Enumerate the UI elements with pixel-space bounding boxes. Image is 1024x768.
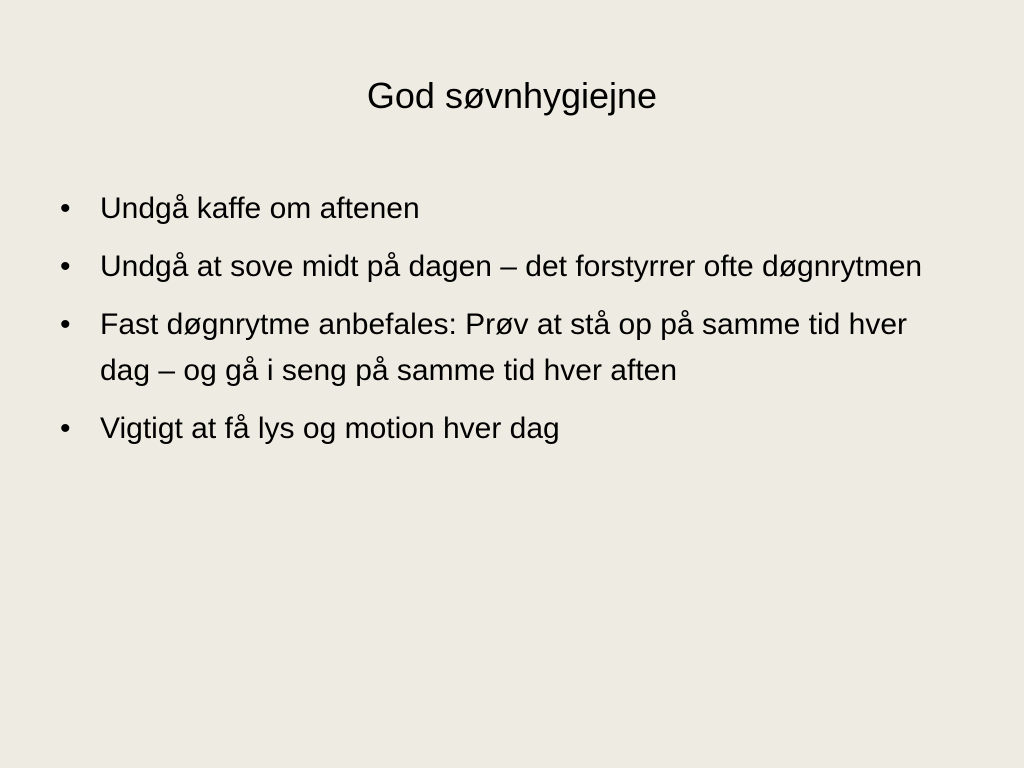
bullet-item xyxy=(56,302,956,394)
bullet-icon: • xyxy=(60,308,71,341)
bullet-list xyxy=(56,186,956,464)
bullet-text: Undgå kaffe om aftenen xyxy=(100,192,420,225)
bullet-icon: • xyxy=(60,412,71,445)
bullet-item xyxy=(56,186,956,232)
slide-title: God søvnhygiejne xyxy=(366,75,658,116)
bullet-text: Vigtigt at få lys og motion hver dag xyxy=(100,412,560,445)
bullet-text: Undgå at sove midt på dagen – det forstyrrer ofte døgnrytmen xyxy=(100,250,923,283)
bullet-icon: • xyxy=(60,192,71,225)
bullet-item xyxy=(56,244,956,290)
bullet-item xyxy=(56,406,956,452)
bullet-icon: • xyxy=(60,250,71,283)
bullet-text: Fast døgnrytme anbefales: Prøv at stå op på samme tid hver dag – og gå i seng på samme tid hver aften xyxy=(100,308,908,387)
